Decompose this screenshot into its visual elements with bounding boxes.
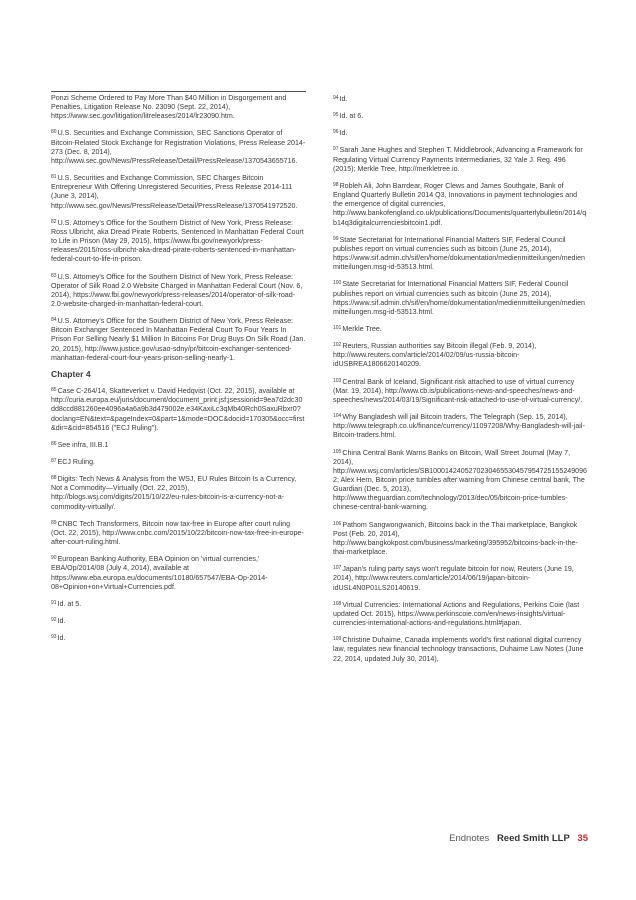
endnote-text: Id. at 6. <box>339 112 364 121</box>
endnote-number: 92 <box>51 617 57 624</box>
page-number: 35 <box>577 833 588 844</box>
endnote-number: 102 <box>333 342 342 349</box>
endnote-105 <box>333 448 587 513</box>
endnote-text: Christine Duhaime, Canada implements world's first national digital currency law, regulates new financial technology transactions, Duhaime Law Notes (June 22, 2014, updated July 30, 2014), <box>333 636 584 663</box>
endnote-text: Id. <box>57 634 66 643</box>
endnote-text: U.S. Attorney's Office for the Southern District of New York, Press Release: Ross Ulbricht, aka Dread Pirate Roberts, Sentenced In Manhattan Federal Court to Life in Prison (May 29, 2015), https://www.fbi.gov/newyork/press-releases/2015/ross-ulbricht-aka-dread-pirate-roberts-sentenced-in-manhattan-federal-court-to-life-in-prison. <box>51 218 304 264</box>
endnote-number: 107 <box>333 565 342 572</box>
endnote-number: 95 <box>333 112 339 119</box>
endnote-98 <box>333 181 587 228</box>
endnote-text: Merkle Tree. <box>342 324 382 333</box>
endnote-99 <box>333 235 587 273</box>
endnote-text: State Secretariat for International Financial Matters SIF, Federal Council publishes report on virtual currencies such as bitcoin (June 25, 2014), https://www.sif.admin.ch/sif/en/home/dokumentation/medienmitteilungen/medienmitteilungen.msg-id-53513.html. <box>333 235 585 272</box>
endnote-number: 88 <box>51 475 57 482</box>
endnote-number: 103 <box>333 377 342 384</box>
endnote-100 <box>333 279 587 317</box>
endnote-101 <box>333 324 587 334</box>
endnote-text: U.S. Attorney's Office for the Southern District of New York, Press Release: Bitcoin Exchanger Sentenced In Manhattan Federal Court To Four Years In Prison For Selling Nearly $1 Million In Bitcoins For Drug Buys On Silk Road (Jan. 20, 2015), http://www.justice.gov/usao-sdny/pr/bitcoin-exchanger-sentenced-manhattan-federal-court-four-years-prison-selling-nearly-1. <box>51 317 306 362</box>
endnote-108 <box>333 600 587 628</box>
endnote-text: CNBC Tech Transformers, Bitcoin now tax-free in Europe after court ruling (Oct. 22, 2015), http://www.cnbc.com/2015/10/22/bitcoin-now-tax-free-in-europe-after-court-ruling.html. <box>51 519 304 547</box>
endnote-94 <box>333 94 587 104</box>
endnote-number: 96 <box>333 129 339 136</box>
endnote-number: 84 <box>51 317 57 324</box>
endnote-number: 93 <box>51 634 57 641</box>
endnote-number: 106 <box>333 520 342 527</box>
endnote-number: 105 <box>333 448 342 455</box>
endnote-106 <box>333 520 587 558</box>
endnote-number: 85 <box>51 387 57 394</box>
endnote-90 <box>51 554 306 592</box>
endnote-text: State Secretariat for International Financial Matters SIF, Federal Council publishes report on virtual currencies such as bitcoin (June 25, 2014), https://www.sif.admin.ch/sif/en/home/dokumentation/medienmitteilungen/medienmitteilungen.msg-id-53513.html. <box>333 280 585 316</box>
endnote-number: 87 <box>51 458 57 464</box>
endnote-number: 82 <box>51 218 57 225</box>
endnote-number: 86 <box>51 440 57 447</box>
endnote-87 <box>51 457 306 467</box>
endnote-102 <box>333 341 587 369</box>
endnote-83 <box>51 272 306 310</box>
endnote-104 <box>333 412 587 440</box>
endnote-95 <box>333 111 587 121</box>
endnote-list-c <box>333 94 587 664</box>
endnote-text: European Banking Authority, EBA Opinion on 'virtual currencies,' EBA/Op/2014/08 (July 4, 2014), available at https://www.eba.europa.eu/documents/10180/657547/EBA-Op-2014-08+Opinion+on+Virtual+Currencies.pdf. <box>51 555 268 591</box>
endnote-text: See infra, III.B.1 <box>57 440 109 449</box>
endnote-text: Robleh Ali, John Barrdear, Roger Clews and James Southgate, Bank of England Quarterly Bulletin 2014 Q3, Innovations in payment technologies and the emergence of digital currencies, http://www.bankofengland.co.uk/publications/Documents/quarterlybulletin/2014/qb14q3digitalcurrenciesbitcoin1.pdf. <box>333 181 587 227</box>
endnote-93 <box>51 633 306 643</box>
endnote-text: Pathom Sangwongwanich, Bitcoins back in the Thai marketplace, Bangkok Post (Feb. 20, 2014), http://www.bangkokpost.com/business/marketing/395952/bitcoins-back-in-the-thai-marketplace. <box>333 520 578 557</box>
endnote-number: 90 <box>51 555 57 562</box>
endnote-text: Japan's ruling party says won't regulate bitcoin for now, Reuters (June 19, 2014), http://www.reuters.com/article/2014/06/19/japan-bitcoin-idUSL4N0P01LS20140619. <box>333 565 574 592</box>
endnote-number: 81 <box>51 174 57 181</box>
endnote-number: 99 <box>333 235 339 242</box>
endnote-text: U.S. Attorney's Office for the Southern District of New York, Press Release: Operator of Silk Road 2.0 Website Charged in Manhattan Federal Court (Nov. 6, 2014), https://www.fbi.gov/newyork/press-releases/2014/operator-of-silk-road-2.0-website-charged-in-manhattan-federal-court. <box>51 272 303 308</box>
endnote-96 <box>333 128 587 138</box>
endnote-number: 98 <box>333 181 339 188</box>
endnote-107 <box>333 564 587 592</box>
endnote-number: 108 <box>333 600 342 607</box>
endnote-89 <box>51 519 306 547</box>
endnote-82 <box>51 218 306 265</box>
endnote-number: 100 <box>333 280 342 287</box>
endnote-number: 101 <box>333 324 342 331</box>
endnote-88 <box>51 474 306 512</box>
endnote-number: 109 <box>333 636 342 643</box>
footer-section: Endnotes <box>449 833 490 844</box>
endnote-text: Id. <box>57 617 66 626</box>
endnote-92 <box>51 616 306 626</box>
endnote-text: Digits: Tech News & Analysis from the WSJ, EU Rules Bitcoin Is a Currency, Not a Commodity—Virtually (Oct. 22, 2015), http://blogs.wsj.com/digits/2015/10/22/eu-rules-bitcoin-is-a-currency-not-a-commodity-virtually/. <box>51 475 297 511</box>
endnote-text: Id. <box>339 95 348 103</box>
endnote-list-b <box>51 386 306 643</box>
endnote-text: Case C-264/14, Skatteverket v. David Hedqvist (Oct. 22, 2015), available at http://curia.europa.eu/juris/document/document_print.jsf;jsessionid=9ea7d2dc30dd8ccd881260ee4096a4a6a9b3d479002e.e34KaxiLc3qMb40Rch0SaxuRbxr0?doclang=EN&text=&pageIndex=0&part=1&mode=DOC&docid=170305&occ=first&dir=&cid=854516 ("ECJ Ruling"). <box>51 387 305 432</box>
endnote-number: 83 <box>51 272 57 279</box>
endnote-84 <box>51 316 306 363</box>
top-rule <box>51 91 306 92</box>
page-footer <box>449 833 588 844</box>
endnote-86 <box>51 440 306 450</box>
continued-endnote: Ponzi Scheme Ordered to Pay More Than $40 Million in Disgorgement and Penalties, Litigation Release No. 23090 (Sept. 22, 2014), https://www.sec.gov/litigation/litreleases/2014/lr23090.htm. <box>51 94 287 121</box>
endnote-text: U.S. Securities and Exchange Commission, SEC Charges Bitcoin Entrepreneur With Offering Unregistered Securities, Press Release 2014-111 (June 3, 2014), http://www.sec.gov/News/PressRelease/Detail/PressRelease/1370541972520. <box>51 174 298 210</box>
endnote-text: ECJ Ruling. <box>57 458 96 466</box>
endnote-85 <box>51 386 306 433</box>
endnote-text: Reuters, Russian authorities say Bitcoin illegal (Feb. 9, 2014), http://www.reuters.com/article/2014/02/09/us-russia-bitcoin-idUSBREA1806620140209. <box>333 342 537 369</box>
footer-firm: Reed Smith LLP <box>496 833 570 844</box>
endnote-number: 91 <box>51 599 57 606</box>
endnote-text: U.S. Securities and Exchange Commission, SEC Sanctions Operator of Bitcoin-Related Stock Exchange for Registration Violations, Press Release 2014-273 (Dec. 8, 2014), http://www.sec.gov/News/PressRelease/Detail/PressRelease/1370543655716. <box>51 129 306 165</box>
endnote-number: 89 <box>51 519 57 526</box>
endnote-text: Virtual Currencies: International Actions and Regulations, Perkins Coie (last updated Oct. 2015), https://www.perkinscoie.com/en/news-insights/virtual-currencies-international-actions-and-regulations.html#japan. <box>333 600 580 628</box>
endnote-109 <box>333 635 587 663</box>
endnote-103 <box>333 377 587 405</box>
endnote-number: 97 <box>333 146 339 153</box>
left-column <box>51 94 306 650</box>
right-column <box>333 94 587 671</box>
endnote-text: Id. <box>339 129 348 138</box>
endnote-number: 80 <box>51 129 57 136</box>
endnote-91 <box>51 599 306 609</box>
endnote-number: 94 <box>333 95 339 101</box>
endnote-number: 104 <box>333 413 342 420</box>
endnote-text: China Central Bank Warns Banks on Bitcoin, Wall Street Journal (May 7, 2014), http://www.wsj.com/articles/SB10001424052702304655304579547251552490962; Alex Hern, Bitcoin price tumbles after warning from Chinese central bank, The Guardian (Dec. 5, 2013), http://www.theguardian.com/technology/2013/dec/05/bitcoin-price-tumbles-chinese-central-bank-warning. <box>333 448 587 512</box>
chapter-heading: Chapter 4 <box>51 368 91 379</box>
endnote-text: Id. at 5. <box>57 599 82 608</box>
endnote-text: Sarah Jane Hughes and Stephen T. Middlebrook, Advancing a Framework for Regulating Virtual Currency Payments Intermediaries, 32 Yale J. Reg. 496 (2015); Merkle Tree, http://merkletree.io. <box>333 146 583 173</box>
endnote-81 <box>51 173 306 211</box>
endnote-list-a <box>51 128 306 362</box>
endnote-text: Central Bank of Iceland, Significant risk attached to use of virtual currency (Mar. 19, 2014), http://www.cb.is/publications-news-and-speeches/news-and-speeches/news/2014/03/19/Significant-risk-attached-to-use-of-virtual-currency/. <box>333 377 583 404</box>
endnote-80 <box>51 128 306 166</box>
endnote-97 <box>333 145 587 173</box>
endnote-text: Why Bangladesh will jail Bitcoin traders, The Telegraph (Sep. 15, 2014), http://www.telegraph.co.uk/finance/currency/11097208/Why-Bangladesh-will-jail-Bitcoin-traders.html. <box>333 413 585 440</box>
